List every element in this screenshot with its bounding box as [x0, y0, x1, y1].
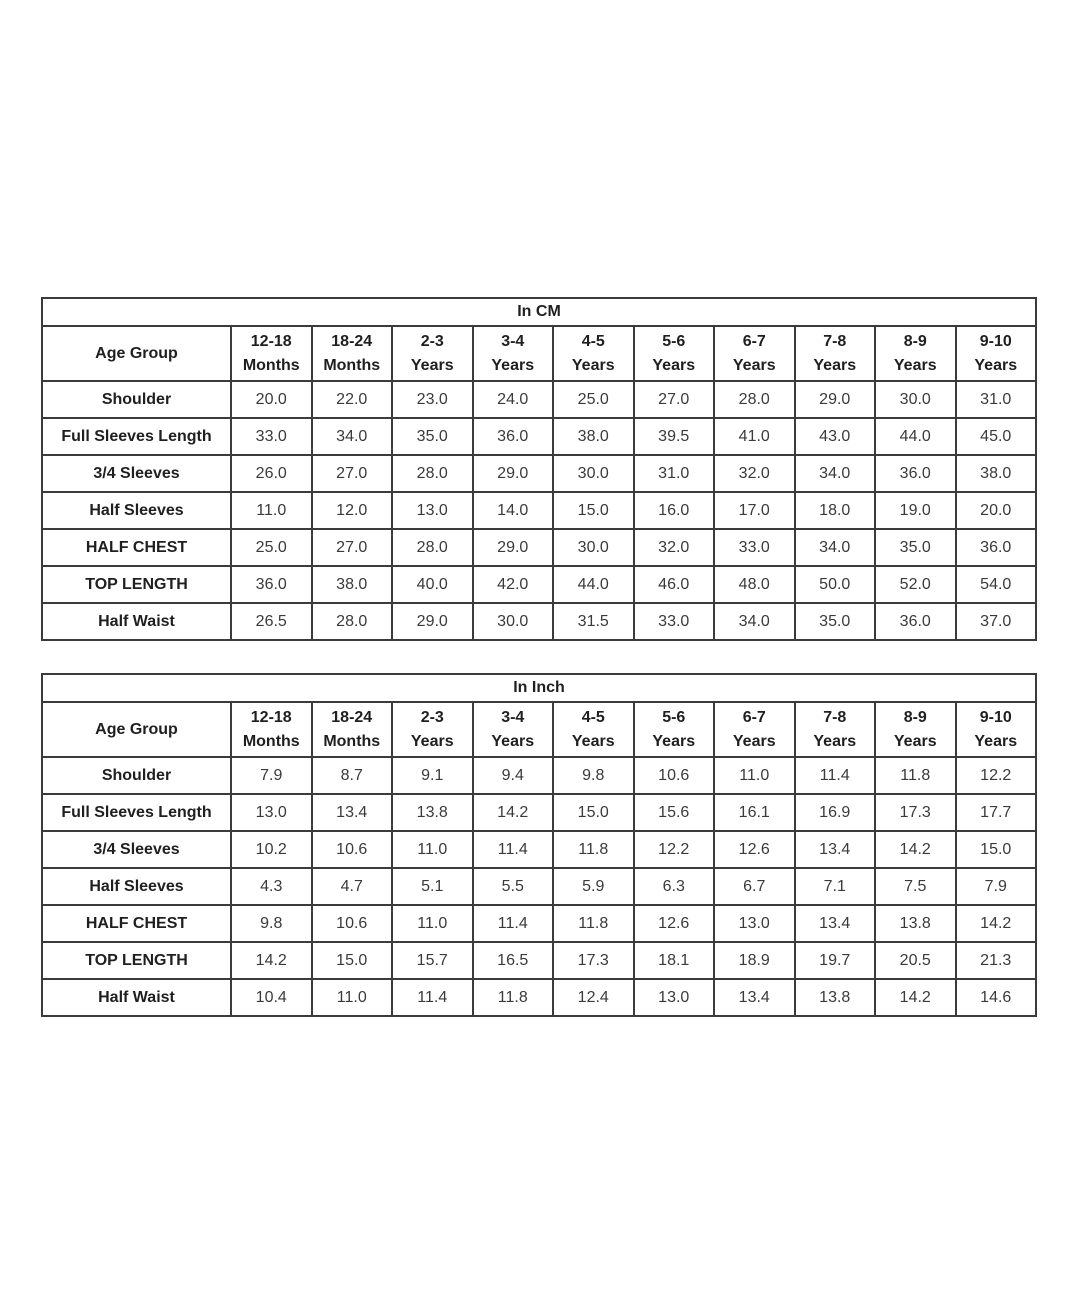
cell-value: 9.1 — [392, 757, 473, 794]
column-header-line2: Years — [732, 356, 776, 374]
row-label: Shoulder — [42, 757, 231, 794]
table-title: In Inch — [42, 674, 1036, 702]
column-header-line2: Years — [732, 732, 776, 750]
column-header-line1: 4-5 — [581, 708, 605, 726]
row-label: Half Sleeves — [42, 492, 231, 529]
cell-value: 11.4 — [795, 757, 876, 794]
cell-value: 13.0 — [392, 492, 473, 529]
column-header-row — [42, 326, 1036, 381]
column-header-line2: Years — [893, 356, 937, 374]
column-header — [392, 702, 473, 757]
column-header-line2: Years — [410, 732, 454, 750]
cell-value: 27.0 — [312, 529, 393, 566]
cell-value: 12.6 — [634, 905, 715, 942]
cell-value: 13.8 — [875, 905, 956, 942]
cell-value: 7.1 — [795, 868, 876, 905]
cell-value: 17.0 — [714, 492, 795, 529]
table-row — [42, 905, 1036, 942]
cell-value: 5.5 — [473, 868, 554, 905]
cell-value: 48.0 — [714, 566, 795, 603]
cell-value: 28.0 — [714, 381, 795, 418]
cell-value: 52.0 — [875, 566, 956, 603]
cell-value: 15.0 — [553, 492, 634, 529]
cell-value: 15.0 — [312, 942, 393, 979]
cell-value: 19.7 — [795, 942, 876, 979]
cell-value: 14.2 — [231, 942, 312, 979]
table-row — [42, 831, 1036, 868]
column-header — [553, 702, 634, 757]
cell-value: 44.0 — [875, 418, 956, 455]
cell-value: 17.3 — [553, 942, 634, 979]
cell-value: 25.0 — [553, 381, 634, 418]
column-header — [231, 326, 312, 381]
table-row — [42, 418, 1036, 455]
cell-value: 17.7 — [956, 794, 1037, 831]
cell-value: 11.4 — [392, 979, 473, 1016]
cell-value: 20.0 — [231, 381, 312, 418]
column-header-line2: Years — [893, 732, 937, 750]
column-header — [795, 326, 876, 381]
cell-value: 12.0 — [312, 492, 393, 529]
column-header-line1: 2-3 — [420, 708, 444, 726]
cell-value: 18.1 — [634, 942, 715, 979]
cell-value: 4.3 — [231, 868, 312, 905]
cell-value: 14.2 — [956, 905, 1037, 942]
cell-value: 54.0 — [956, 566, 1037, 603]
column-header-line1: 12-18 — [250, 708, 292, 726]
cell-value: 13.0 — [634, 979, 715, 1016]
cell-value: 30.0 — [553, 529, 634, 566]
cell-value: 11.8 — [553, 831, 634, 868]
cell-value: 5.9 — [553, 868, 634, 905]
cell-value: 13.8 — [795, 979, 876, 1016]
cell-value: 11.0 — [392, 831, 473, 868]
table-row — [42, 529, 1036, 566]
column-header-line2: Months — [323, 356, 381, 374]
cell-value: 35.0 — [392, 418, 473, 455]
table-row — [42, 492, 1036, 529]
column-header-line2: Years — [491, 732, 535, 750]
cell-value: 13.0 — [714, 905, 795, 942]
cell-value: 21.3 — [956, 942, 1037, 979]
cell-value: 11.8 — [473, 979, 554, 1016]
row-label: Half Sleeves — [42, 868, 231, 905]
cell-value: 36.0 — [875, 603, 956, 640]
column-header-line1: 9-10 — [979, 708, 1012, 726]
column-header — [956, 326, 1037, 381]
cell-value: 27.0 — [634, 381, 715, 418]
row-label: Full Sleeves Length — [42, 418, 231, 455]
cell-value: 13.4 — [714, 979, 795, 1016]
cell-value: 33.0 — [231, 418, 312, 455]
cell-value: 10.6 — [634, 757, 715, 794]
cell-value: 11.0 — [312, 979, 393, 1016]
cell-value: 28.0 — [392, 455, 473, 492]
column-header-line2: Months — [242, 732, 300, 750]
cell-value: 16.9 — [795, 794, 876, 831]
cell-value: 4.7 — [312, 868, 393, 905]
age-group-header: Age Group — [42, 326, 231, 381]
column-header — [473, 326, 554, 381]
cell-value: 37.0 — [956, 603, 1037, 640]
cell-value: 5.1 — [392, 868, 473, 905]
cell-value: 20.5 — [875, 942, 956, 979]
cell-value: 35.0 — [795, 603, 876, 640]
column-header-line2: Months — [323, 732, 381, 750]
cell-value: 46.0 — [634, 566, 715, 603]
cell-value: 14.2 — [875, 831, 956, 868]
cell-value: 13.4 — [795, 905, 876, 942]
column-header-line1: 7-8 — [823, 708, 847, 726]
cell-value: 9.4 — [473, 757, 554, 794]
row-label: 3/4 Sleeves — [42, 831, 231, 868]
cell-value: 26.0 — [231, 455, 312, 492]
cell-value: 7.9 — [231, 757, 312, 794]
column-header-line2: Years — [571, 732, 615, 750]
cell-value: 42.0 — [473, 566, 554, 603]
table-row — [42, 381, 1036, 418]
cell-value: 38.0 — [312, 566, 393, 603]
cell-value: 17.3 — [875, 794, 956, 831]
row-label: Half Waist — [42, 979, 231, 1016]
cell-value: 29.0 — [473, 529, 554, 566]
cell-value: 8.7 — [312, 757, 393, 794]
cell-value: 30.0 — [553, 455, 634, 492]
cell-value: 34.0 — [714, 603, 795, 640]
cell-value: 18.0 — [795, 492, 876, 529]
cell-value: 10.6 — [312, 831, 393, 868]
table-row — [42, 979, 1036, 1016]
cell-value: 36.0 — [956, 529, 1037, 566]
cell-value: 9.8 — [231, 905, 312, 942]
cell-value: 12.4 — [553, 979, 634, 1016]
cell-value: 32.0 — [634, 529, 715, 566]
cell-value: 12.2 — [956, 757, 1037, 794]
cell-value: 31.0 — [956, 381, 1037, 418]
cell-value: 18.9 — [714, 942, 795, 979]
cell-value: 14.6 — [956, 979, 1037, 1016]
row-label: HALF CHEST — [42, 529, 231, 566]
cell-value: 15.7 — [392, 942, 473, 979]
table-title-row — [42, 298, 1036, 326]
cell-value: 7.5 — [875, 868, 956, 905]
cell-value: 12.2 — [634, 831, 715, 868]
column-header-line2: Years — [652, 732, 696, 750]
column-header-line2: Years — [652, 356, 696, 374]
age-group-header: Age Group — [42, 702, 231, 757]
cell-value: 7.9 — [956, 868, 1037, 905]
table-row — [42, 942, 1036, 979]
column-header — [231, 702, 312, 757]
cell-value: 30.0 — [473, 603, 554, 640]
cell-value: 16.5 — [473, 942, 554, 979]
cell-value: 14.0 — [473, 492, 554, 529]
cell-value: 12.6 — [714, 831, 795, 868]
cell-value: 13.8 — [392, 794, 473, 831]
column-header-line2: Years — [410, 356, 454, 374]
cell-value: 19.0 — [875, 492, 956, 529]
cell-value: 9.8 — [553, 757, 634, 794]
cell-value: 30.0 — [875, 381, 956, 418]
cell-value: 44.0 — [553, 566, 634, 603]
cell-value: 29.0 — [392, 603, 473, 640]
row-label: TOP LENGTH — [42, 942, 231, 979]
column-header-line1: 2-3 — [420, 332, 444, 350]
column-header-line1: 8-9 — [903, 708, 927, 726]
column-header-line1: 9-10 — [979, 332, 1012, 350]
cell-value: 31.5 — [553, 603, 634, 640]
cell-value: 29.0 — [795, 381, 876, 418]
cell-value: 34.0 — [795, 529, 876, 566]
column-header — [714, 326, 795, 381]
column-header — [634, 702, 715, 757]
row-label: 3/4 Sleeves — [42, 455, 231, 492]
cell-value: 36.0 — [231, 566, 312, 603]
cell-value: 10.4 — [231, 979, 312, 1016]
cell-value: 23.0 — [392, 381, 473, 418]
table-row — [42, 455, 1036, 492]
column-header-line2: Years — [974, 356, 1018, 374]
cell-value: 36.0 — [875, 455, 956, 492]
cell-value: 24.0 — [473, 381, 554, 418]
cell-value: 11.0 — [231, 492, 312, 529]
cell-value: 13.4 — [795, 831, 876, 868]
column-header — [553, 326, 634, 381]
size-table-cm — [41, 297, 1037, 641]
column-header — [312, 702, 393, 757]
row-label: Half Waist — [42, 603, 231, 640]
cell-value: 50.0 — [795, 566, 876, 603]
cell-value: 39.5 — [634, 418, 715, 455]
column-header — [714, 702, 795, 757]
row-label: TOP LENGTH — [42, 566, 231, 603]
cell-value: 22.0 — [312, 381, 393, 418]
cell-value: 36.0 — [473, 418, 554, 455]
cell-value: 16.1 — [714, 794, 795, 831]
cell-value: 13.4 — [312, 794, 393, 831]
column-header — [956, 702, 1037, 757]
cell-value: 11.0 — [714, 757, 795, 794]
column-header-row — [42, 702, 1036, 757]
cell-value: 11.4 — [473, 831, 554, 868]
cell-value: 28.0 — [392, 529, 473, 566]
cell-value: 28.0 — [312, 603, 393, 640]
cell-value: 10.6 — [312, 905, 393, 942]
table-title-row — [42, 674, 1036, 702]
row-label: Full Sleeves Length — [42, 794, 231, 831]
column-header-line1: 5-6 — [662, 708, 686, 726]
cell-value: 11.8 — [875, 757, 956, 794]
column-header-line1: 6-7 — [742, 708, 766, 726]
table-row — [42, 757, 1036, 794]
column-header — [634, 326, 715, 381]
table-row — [42, 603, 1036, 640]
column-header-line1: 18-24 — [331, 332, 373, 350]
cell-value: 41.0 — [714, 418, 795, 455]
cell-value: 11.8 — [553, 905, 634, 942]
cell-value: 35.0 — [875, 529, 956, 566]
table-title: In CM — [42, 298, 1036, 326]
row-label: HALF CHEST — [42, 905, 231, 942]
cell-value: 13.0 — [231, 794, 312, 831]
cell-value: 43.0 — [795, 418, 876, 455]
column-header — [473, 702, 554, 757]
column-header-line1: 3-4 — [501, 708, 525, 726]
cell-value: 45.0 — [956, 418, 1037, 455]
column-header — [392, 326, 473, 381]
column-header-line1: 5-6 — [662, 332, 686, 350]
cell-value: 11.0 — [392, 905, 473, 942]
table-row — [42, 868, 1036, 905]
column-header-line2: Years — [974, 732, 1018, 750]
column-header — [875, 702, 956, 757]
column-header-line1: 4-5 — [581, 332, 605, 350]
column-header-line2: Years — [571, 356, 615, 374]
column-header — [875, 326, 956, 381]
column-header-line1: 7-8 — [823, 332, 847, 350]
cell-value: 11.4 — [473, 905, 554, 942]
cell-value: 14.2 — [875, 979, 956, 1016]
cell-value: 38.0 — [553, 418, 634, 455]
column-header-line2: Years — [491, 356, 535, 374]
cell-value: 15.6 — [634, 794, 715, 831]
cell-value: 29.0 — [473, 455, 554, 492]
column-header — [795, 702, 876, 757]
column-header-line2: Years — [813, 732, 857, 750]
cell-value: 15.0 — [553, 794, 634, 831]
cell-value: 10.2 — [231, 831, 312, 868]
table-row — [42, 794, 1036, 831]
table-row — [42, 566, 1036, 603]
cell-value: 6.7 — [714, 868, 795, 905]
cell-value: 6.3 — [634, 868, 715, 905]
cell-value: 31.0 — [634, 455, 715, 492]
cell-value: 33.0 — [634, 603, 715, 640]
cell-value: 14.2 — [473, 794, 554, 831]
column-header-line1: 18-24 — [331, 708, 373, 726]
column-header-line1: 8-9 — [903, 332, 927, 350]
cell-value: 16.0 — [634, 492, 715, 529]
cell-value: 34.0 — [795, 455, 876, 492]
cell-value: 26.5 — [231, 603, 312, 640]
size-table-inch — [41, 673, 1037, 1017]
cell-value: 38.0 — [956, 455, 1037, 492]
column-header — [312, 326, 393, 381]
cell-value: 27.0 — [312, 455, 393, 492]
row-label: Shoulder — [42, 381, 231, 418]
column-header-line2: Months — [242, 356, 300, 374]
cell-value: 15.0 — [956, 831, 1037, 868]
column-header-line1: 3-4 — [501, 332, 525, 350]
cell-value: 20.0 — [956, 492, 1037, 529]
cell-value: 40.0 — [392, 566, 473, 603]
cell-value: 32.0 — [714, 455, 795, 492]
column-header-line1: 6-7 — [742, 332, 766, 350]
cell-value: 33.0 — [714, 529, 795, 566]
cell-value: 34.0 — [312, 418, 393, 455]
column-header-line1: 12-18 — [250, 332, 292, 350]
cell-value: 25.0 — [231, 529, 312, 566]
column-header-line2: Years — [813, 356, 857, 374]
